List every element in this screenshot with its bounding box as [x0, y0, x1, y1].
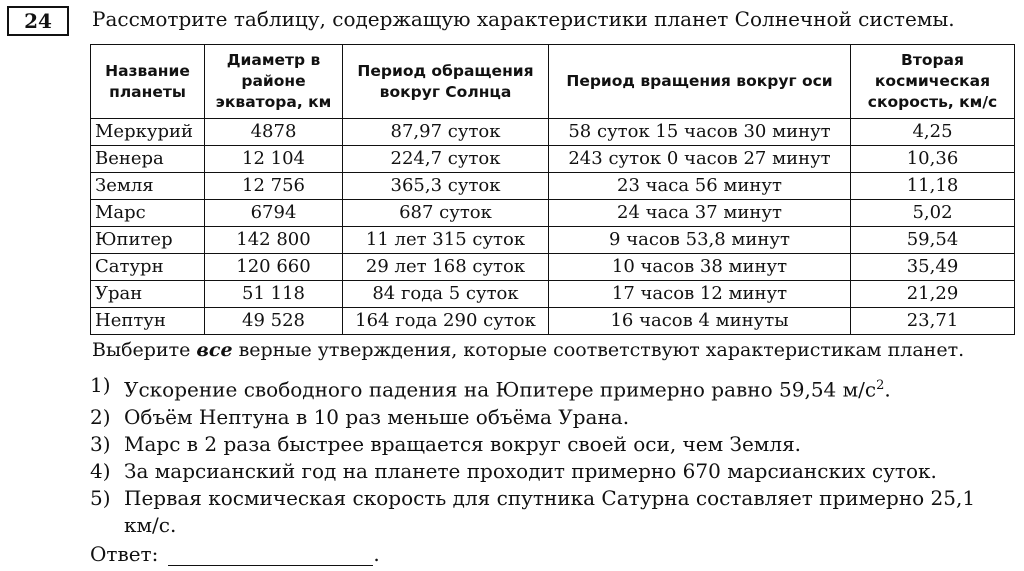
- cell-planet-name: Нептун: [91, 308, 205, 335]
- cell-rotation-period: 23 часа 56 минут: [549, 173, 851, 200]
- task-intro: Рассмотрите таблицу, содержащую характеристики планет Солнечной системы.: [92, 7, 955, 31]
- header-planet-name: Название планеты: [91, 45, 205, 119]
- cell-orbit-period: 84 года 5 суток: [343, 281, 549, 308]
- option-text: [124, 431, 1015, 458]
- question-after: верные утверждения, которые соответствуют характеристикам планет.: [232, 339, 965, 361]
- cell-diameter: 51 118: [205, 281, 343, 308]
- table-row: [91, 200, 1015, 227]
- option-text: [124, 485, 1015, 539]
- option-number: 1): [90, 373, 111, 397]
- option-text-main: За марсианский год на планете проходит примерно 670 марсианских суток.: [124, 458, 937, 483]
- cell-orbit-period: 164 года 290 суток: [343, 308, 549, 335]
- cell-rotation-period: 58 суток 15 часов 30 минут: [549, 119, 851, 146]
- answer-option-3: [90, 431, 1015, 458]
- cell-diameter: 12 756: [205, 173, 343, 200]
- table-row: [91, 173, 1015, 200]
- cell-orbit-period: 87,97 суток: [343, 119, 549, 146]
- answer-field: [90, 542, 380, 566]
- cell-planet-name: Сатурн: [91, 254, 205, 281]
- cell-escape-velocity: 5,02: [851, 200, 1015, 227]
- answer-option-2: [90, 404, 1015, 431]
- cell-orbit-period: 687 суток: [343, 200, 549, 227]
- question-emphasis: все: [196, 339, 233, 361]
- cell-planet-name: Земля: [91, 173, 205, 200]
- cell-planet-name: Юпитер: [91, 227, 205, 254]
- cell-rotation-period: 17 часов 12 минут: [549, 281, 851, 308]
- cell-planet-name: Марс: [91, 200, 205, 227]
- option-text-main: Марс в 2 раза быстрее вращается вокруг своей оси, чем Земля.: [124, 431, 802, 456]
- task-number-box: 24: [7, 6, 69, 36]
- cell-escape-velocity: 4,25: [851, 119, 1015, 146]
- option-number: 5): [90, 485, 111, 510]
- option-number: 4): [90, 458, 111, 483]
- cell-escape-velocity: 59,54: [851, 227, 1015, 254]
- answer-option-4: [90, 458, 1015, 485]
- option-text: [124, 404, 1015, 431]
- header-orbit-period: Период обращения вокруг Солнца: [343, 45, 549, 119]
- answer-tail: .: [373, 542, 380, 566]
- table-body: [91, 119, 1015, 335]
- question-text: [92, 339, 964, 361]
- table-row: [91, 308, 1015, 335]
- cell-orbit-period: 11 лет 315 суток: [343, 227, 549, 254]
- header-diameter: Диаметр в районе экватора, км: [205, 45, 343, 119]
- cell-diameter: 120 660: [205, 254, 343, 281]
- cell-rotation-period: 10 часов 38 минут: [549, 254, 851, 281]
- cell-rotation-period: 9 часов 53,8 минут: [549, 227, 851, 254]
- header-escape-velocity: Вторая космическая скорость, км/с: [851, 45, 1015, 119]
- option-text-main: Первая космическая скорость для спутника Сатурна составляет примерно 25,1 км/с.: [124, 485, 976, 537]
- cell-diameter: 49 528: [205, 308, 343, 335]
- cell-planet-name: Венера: [91, 146, 205, 173]
- cell-diameter: 4878: [205, 119, 343, 146]
- table-row: [91, 119, 1015, 146]
- cell-diameter: 12 104: [205, 146, 343, 173]
- option-superscript: 2: [876, 378, 885, 393]
- cell-orbit-period: 224,7 суток: [343, 146, 549, 173]
- cell-orbit-period: 29 лет 168 суток: [343, 254, 549, 281]
- option-text-main: Ускорение свободного падения на Юпитере примерно равно 59,54 м/с: [124, 377, 877, 402]
- option-tail: .: [884, 377, 891, 402]
- option-text-main: Объём Нептуна в 10 раз меньше объёма Урана.: [124, 404, 630, 429]
- cell-rotation-period: 243 суток 0 часов 27 минут: [549, 146, 851, 173]
- option-number: 3): [90, 431, 111, 456]
- cell-planet-name: Уран: [91, 281, 205, 308]
- planets-table: [90, 44, 1015, 335]
- cell-escape-velocity: 10,36: [851, 146, 1015, 173]
- question-before: Выберите: [92, 339, 197, 361]
- cell-escape-velocity: 23,71: [851, 308, 1015, 335]
- cell-orbit-period: 365,3 суток: [343, 173, 549, 200]
- option-number: 2): [90, 404, 111, 429]
- cell-rotation-period: 16 часов 4 минуты: [549, 308, 851, 335]
- answer-blank[interactable]: [168, 545, 373, 566]
- cell-rotation-period: 24 часа 37 минут: [549, 200, 851, 227]
- option-text: [124, 372, 1015, 404]
- cell-diameter: 142 800: [205, 227, 343, 254]
- cell-planet-name: Меркурий: [91, 119, 205, 146]
- option-text: [124, 458, 1015, 485]
- table-row: [91, 146, 1015, 173]
- cell-diameter: 6794: [205, 200, 343, 227]
- answer-option-5: [90, 485, 1015, 539]
- header-rotation-period: Период вращения вокруг оси: [549, 45, 851, 119]
- answer-label: Ответ:: [90, 542, 159, 566]
- table-header-row: [91, 45, 1015, 119]
- cell-escape-velocity: 11,18: [851, 173, 1015, 200]
- cell-escape-velocity: 35,49: [851, 254, 1015, 281]
- table-row: [91, 254, 1015, 281]
- table-row: [91, 227, 1015, 254]
- cell-escape-velocity: 21,29: [851, 281, 1015, 308]
- answer-option-1: [90, 372, 1015, 404]
- answer-options-list: [90, 372, 1015, 539]
- table-row: [91, 281, 1015, 308]
